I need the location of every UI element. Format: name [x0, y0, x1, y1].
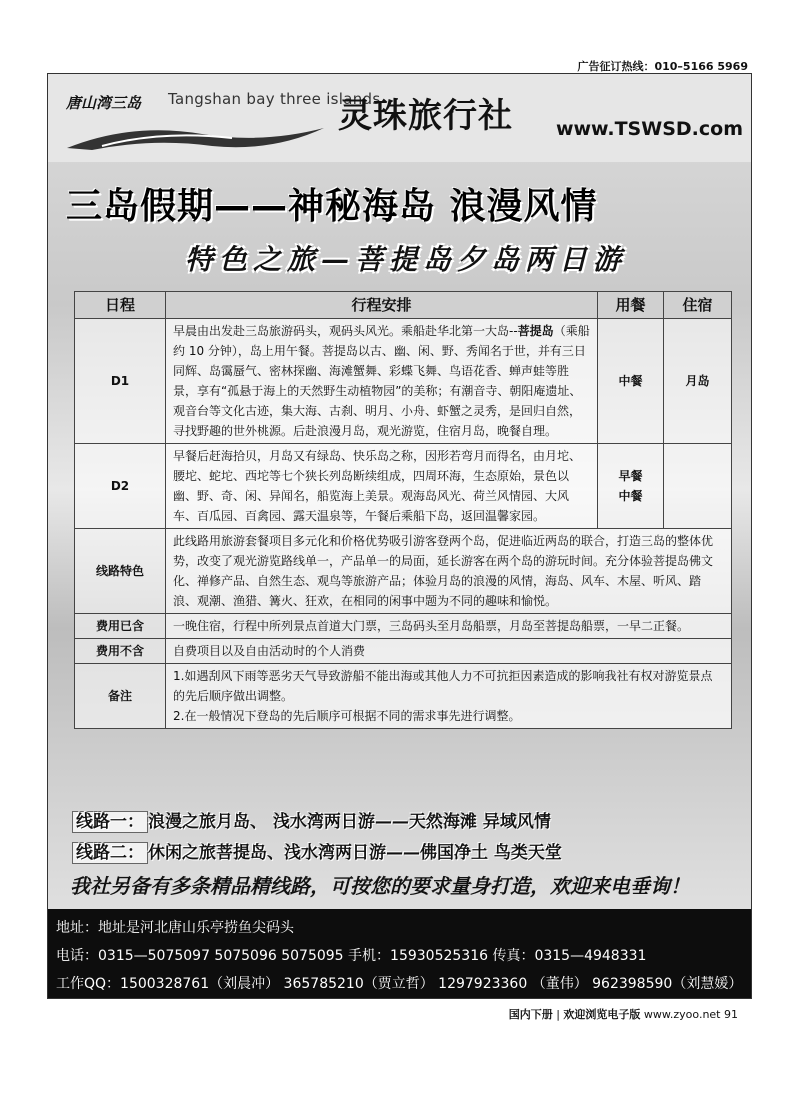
table-row	[75, 319, 732, 444]
day-label: D1	[75, 319, 166, 444]
route-1-text: 浪漫之旅月岛、 浅水湾两日游——天然海滩 异域风情	[148, 812, 551, 832]
ad-hotline: 广告征订热线：010–5166 5969	[577, 60, 748, 73]
contact-footer	[48, 909, 751, 999]
sub-headline: 特色之旅—菩提岛夕岛两日游	[184, 243, 627, 276]
day2-meal: 早餐 中餐	[598, 444, 664, 529]
table-row	[75, 529, 732, 614]
day1-meal: 中餐	[598, 319, 664, 444]
header-stay: 住宿	[664, 292, 732, 319]
header-day: 日程	[75, 292, 166, 319]
wave-logo-icon	[62, 116, 332, 156]
route-line-2	[72, 838, 562, 863]
day2-stay	[664, 444, 732, 529]
header-meal: 用餐	[598, 292, 664, 319]
route-line-1	[72, 807, 551, 832]
promo-slogan: 我社另备有多条精品精线路，可按您的要求量身打造，欢迎来电垂询！	[70, 874, 690, 898]
table-row	[75, 664, 732, 729]
note-2: 2.在一般情况下登岛的先后顺序可根据不同的需求事先进行调整。	[173, 709, 521, 723]
logo-english: Tangshan bay three islands	[168, 90, 381, 108]
main-headline: 三岛假期——神秘海岛 浪漫风情	[66, 186, 598, 227]
ad-frame	[47, 73, 752, 999]
agency-name: 灵珠旅行社	[338, 96, 513, 136]
page-footer: 国内下册 | 欢迎浏览电子版 www.zyoo.net 91	[508, 1008, 738, 1021]
phone-line: 电话：0315—5075097 5075096 5075095 手机：15930525316 传真：0315—4948331	[56, 948, 647, 964]
day-label: D2	[75, 444, 166, 529]
footer-website[interactable]: www.zyoo.net	[643, 1008, 721, 1021]
notes-label: 备注	[75, 664, 166, 729]
included-text: 一晚住宿，行程中所列景点首道大门票，三岛码头至月岛船票，月岛至菩提岛船票，一早二正餐。	[166, 614, 732, 639]
route-2-label: 线路二：	[72, 842, 148, 864]
excluded-label: 费用不含	[75, 639, 166, 664]
agency-website[interactable]: www.TSWSD.com	[555, 118, 743, 140]
table-header-row	[75, 292, 732, 319]
table-row	[75, 614, 732, 639]
day2-schedule: 早餐后赶海拾贝，月岛又有绿岛、快乐岛之称，因形若弯月而得名，由月坨、腰坨、蛇坨、西坨等七个狭长列岛断续组成，四周环海，生态原始，景色以幽、野、奇、闲、异闻名，船览海上美景。观海岛风光、荷兰风情园、大风车、百瓜园、百禽园、露天温泉等，午餐后乘船下岛，返回温馨家园。	[166, 444, 598, 529]
table-row	[75, 639, 732, 664]
day1-schedule: 早晨由出发赴三岛旅游码头，观码头风光。乘船赴华北第一大岛--菩提岛（乘船约 10 分钟），岛上用午餐。菩提岛以古、幽、闲、野、秀闻名于世，并有三日同辉、岛霭蜃气、密林探幽、海滩蟹舞、彩蝶飞舞、鸟语花香、蝉声蛙等胜景，享有“孤悬于海上的天然野生动植物园”的美称；有潮音寺、朝阳庵遗址、观音台等文化古迹，集大海、古刹、明月、小舟、虾蟹之灵秀，是回归自然，寻找野趣的世外桃源。后赴浪漫月岛，观光游览，住宿月岛，晚餐自理。	[166, 319, 598, 444]
table-row	[75, 444, 732, 529]
excluded-text: 自费项目以及自由活动时的个人消费	[166, 639, 732, 664]
note-1: 1.如遇刮风下雨等恶劣天气导致游船不能出海或其他人力不可抗拒因素造成的影响我社有权对游览景点的先后顺序做出调整。	[173, 669, 713, 703]
header-schedule: 行程安排	[166, 292, 598, 319]
route-1-label: 线路一：	[72, 811, 148, 833]
day1-stay: 月岛	[664, 319, 732, 444]
page-number: 91	[724, 1008, 738, 1021]
features-text: 此线路用旅游套餐项目多元化和价格优势吸引游客登两个岛，促进临近两岛的联合，打造三岛的整体优势，改变了观光游览路线单一，产品单一的局面，延长游客在两个岛的游玩时间。充分体验菩提岛佛文化、禅修产品、自然生态、观鸟等旅游产品；体验月岛的浪漫的风情，海岛、风车、木屋、听风、踏浪、观潮、渔猎、篝火、狂欢，在相同的闲事中题为不同的趣味和愉悦。	[166, 529, 732, 614]
address-line: 地址：地址是河北唐山乐亭捞鱼尖码头	[56, 920, 294, 936]
notes-text	[166, 664, 732, 729]
logo-chinese: 唐山湾三岛	[66, 94, 142, 112]
route-2-text: 休闲之旅菩提岛、浅水湾两日游——佛国净土 鸟类天堂	[148, 843, 562, 863]
features-label: 线路特色	[75, 529, 166, 614]
itinerary-table	[74, 291, 732, 729]
qq-line: 工作QQ：1500328761（刘晨冲） 365785210（贾立哲） 1297923360 （董伟） 962398590（刘慧媛）	[56, 976, 743, 992]
included-label: 费用已含	[75, 614, 166, 639]
ad-header	[48, 74, 751, 162]
